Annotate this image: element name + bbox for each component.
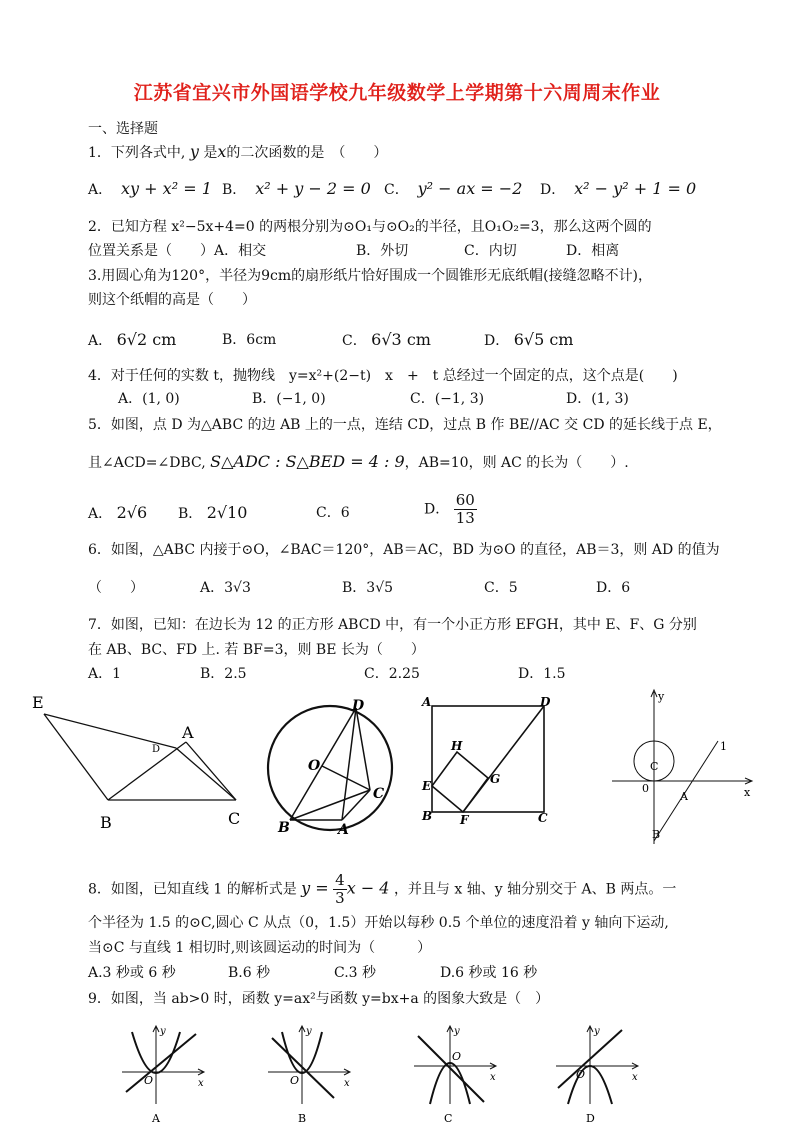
q4-stem: 4．对于任何的实数 t，抛物线 y=x²+(2−t) x + t 总经过一个固定的点，这个点是( ) <box>88 368 678 384</box>
q8-stem-2: 个半径为 1.5 的⊙C,圆心 C 从点（0，1.5）开始以每秒 0.5 个单位的速度沿着 y 轴向下运动, <box>88 915 669 931</box>
q9b-axis-x: x <box>344 1078 350 1089</box>
fig3-label-h: H <box>451 739 463 753</box>
fig3-label-g: G <box>490 772 501 786</box>
q3-option-b[interactable]: B．6cm <box>222 332 277 348</box>
q2-option-a[interactable]: 位置关系是（ ）A．相交 <box>88 243 267 259</box>
q9d-label: D <box>586 1112 595 1122</box>
q8-option-b[interactable]: B.6 秒 <box>228 965 271 981</box>
q9-stem: 9．如图，当 ab>0 时，函数 y=ax²与函数 y=bx+a 的图象大致是（ ） <box>88 991 550 1007</box>
q3-option-d[interactable]: D． 6√5 cm <box>484 330 574 349</box>
figure-triangle-bedac <box>26 690 256 840</box>
q6-option-c[interactable]: C．5 <box>484 580 518 596</box>
fig4-label-a: A <box>680 790 688 803</box>
q2-option-c[interactable]: C．内切 <box>464 243 517 259</box>
fig1-label-e: E <box>32 693 44 712</box>
fig3-label-e: E <box>422 779 432 793</box>
q9c-origin: O <box>452 1050 462 1063</box>
q7-option-a[interactable]: A．1 <box>88 666 122 682</box>
fig2-label-c: C <box>373 786 385 802</box>
q1-option-d[interactable]: D． x² − y² + 1 = 0 <box>540 179 697 198</box>
fig4-label-line: 1 <box>720 740 727 753</box>
q1-option-c[interactable]: C． y² − ax = −2 <box>384 179 523 198</box>
q9b-axis-y: y <box>306 1026 312 1037</box>
figure-square-abcd <box>418 694 558 830</box>
q9d-origin: O <box>576 1068 586 1081</box>
page-title: 江苏省宜兴市外国语学校九年级数学上学期第十六周周末作业 <box>133 82 661 104</box>
q1-option-a[interactable]: A． xy + x² = 1 <box>88 179 212 198</box>
q4-option-b[interactable]: B．(−1, 0) <box>252 391 326 407</box>
q9b-origin: O <box>290 1074 300 1087</box>
fig3-label-c: C <box>538 811 548 825</box>
q9d-axis-y: y <box>594 1026 600 1037</box>
fig1-label-a: A <box>182 723 194 742</box>
fig2-label-b: B <box>278 820 290 836</box>
q7-option-c[interactable]: C．2.25 <box>364 666 420 682</box>
q7-stem: 7．如图，已知：在边长为 12 的正方形 ABCD 中，有一个小正方形 EFGH，其中 E、F、G 分别 <box>88 617 697 633</box>
q9a-axis-x: x <box>198 1078 204 1089</box>
q2-stem: 2．已知方程 x²−5x+4=0 的两根分别为⊙O₁与⊙O₂的半径，且O₁O₂=3，那么这两个圆的 <box>88 219 652 235</box>
fig3-label-a: A <box>422 695 432 709</box>
q2-option-d[interactable]: D．相离 <box>566 243 620 259</box>
q4-option-d[interactable]: D．(1, 3) <box>566 391 629 407</box>
fig4-label-x: x <box>744 786 751 799</box>
q8-stem: 8．如图，已知直线 1 的解析式是 y = $\frac{4}{3}$ x − 4 ，并且与 x 轴、y 轴分别交于 A、B 两点。一 <box>88 871 677 907</box>
q5-stem-2: 且∠ACD=∠DBC, S△ADC : S△BED = 4 : 9，AB=10，则 AC 的长为（ ）. <box>88 452 629 471</box>
q9a-axis-y: y <box>160 1026 166 1037</box>
q9a-label: A <box>152 1112 160 1122</box>
q5-option-c[interactable]: C．6 <box>316 505 350 521</box>
q3-stem: 3.用圆心角为120°，半径为9cm的扇形纸片恰好围成一个圆锥形无底纸帽(接缝忽略不计)， <box>88 268 653 284</box>
fig2-label-a: A <box>338 822 349 838</box>
q7-stem-2: 在 AB、BC、FD 上. 若 BF=3，则 BE 长为（ ） <box>88 642 425 658</box>
figure-coordinate-circle <box>606 686 766 850</box>
fig3-label-b: B <box>422 809 433 823</box>
q8-stem-3: 当⊙C 与直线 1 相切时,则该圆运动的时间为（ ） <box>88 940 432 956</box>
fig4-label-y: y <box>658 690 665 703</box>
q5-fraction: $\frac{60}{13}$ <box>455 491 475 527</box>
fig2-label-o: O <box>308 758 321 774</box>
fig4-label-c: C <box>650 760 659 773</box>
q7-option-d[interactable]: D．1.5 <box>518 666 566 682</box>
fig4-label-origin: 0 <box>642 782 649 795</box>
q6-stem: 6．如图，△ABC 内接于⊙O，∠BAC＝120°，AB＝AC，BD 为⊙O 的直径，AB＝3，则 AD 的值为 <box>88 542 720 558</box>
fig2-label-d: D <box>352 698 365 714</box>
q8-option-a[interactable]: A.3 秒或 6 秒 <box>88 965 176 981</box>
q4-option-c[interactable]: C．(−1, 3) <box>410 391 485 407</box>
q7-option-b[interactable]: B．2.5 <box>200 666 247 682</box>
section-heading: 一、选择题 <box>88 121 158 137</box>
figure-circle-abcd <box>262 692 402 842</box>
fig4-label-b: B <box>652 828 661 841</box>
q9c-label: C <box>444 1112 453 1122</box>
q6-option-a[interactable]: A．3√3 <box>200 580 251 596</box>
q5-option-d[interactable]: D． $\frac{60}{13}$ <box>424 491 475 527</box>
q6-option-d[interactable]: D．6 <box>596 580 631 596</box>
fig1-label-c: C <box>228 809 241 828</box>
q9-graph-b[interactable] <box>264 1024 354 1122</box>
q6-blank: （ ） <box>88 580 144 596</box>
q5-option-b[interactable]: B． 2√10 <box>178 503 248 522</box>
q8-option-d[interactable]: D.6 秒或 16 秒 <box>440 965 538 981</box>
q9c-axis-y: y <box>454 1026 460 1037</box>
q1-stem: 1．下列各式中, y 是x的二次函数的是 （ ） <box>88 142 388 161</box>
q8-fraction: $\frac{4}{3}$ <box>335 871 345 907</box>
q3-stem-2: 则这个纸帽的高是（ ） <box>88 292 256 308</box>
q3-option-c[interactable]: C． 6√3 cm <box>342 330 431 349</box>
fig3-label-f: F <box>460 813 469 827</box>
q9-graph-a[interactable] <box>118 1024 208 1122</box>
q5-stem: 5．如图，点 D 为△ABC 的边 AB 上的一点，连结 CD，过点 B 作 BE//AC 交 CD 的延长线于点 E， <box>88 417 722 433</box>
q8-option-c[interactable]: C.3 秒 <box>334 965 377 981</box>
q9b-label: B <box>298 1112 307 1122</box>
fig3-label-d: D <box>540 695 551 709</box>
fig1-label-d: D <box>152 744 161 755</box>
q9a-origin: O <box>144 1074 154 1087</box>
q5-option-a[interactable]: A． 2√6 <box>88 503 148 522</box>
fig1-label-b: B <box>100 813 112 832</box>
q3-option-a[interactable]: A． 6√2 cm <box>88 330 177 349</box>
q9-graph-c[interactable] <box>410 1024 500 1122</box>
q9-graph-d[interactable] <box>552 1024 642 1122</box>
q1-option-b[interactable]: B． x² + y − 2 = 0 <box>222 179 371 198</box>
q9d-axis-x: x <box>632 1072 638 1083</box>
q2-option-b[interactable]: B．外切 <box>356 243 409 259</box>
q6-option-b[interactable]: B．3√5 <box>342 580 394 596</box>
q4-option-a[interactable]: A．(1, 0) <box>118 391 180 407</box>
q9c-axis-x: x <box>490 1072 496 1083</box>
